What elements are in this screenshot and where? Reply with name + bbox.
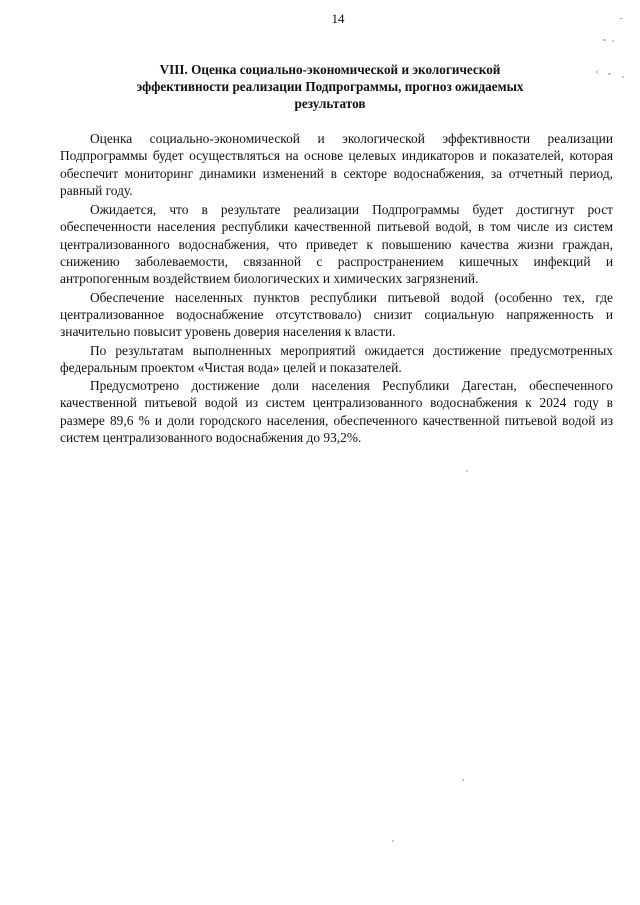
paragraph-expected-results: Ожидается, что в результате реализации Подпрограммы будет достигнут рост обеспеченности населения республики качественной питьевой водой, в том числе из систем централизованного водоснабжения, что приведет к повышению качества жизни граждан, снижению заболеваемости, связанной с распространением кишечных инфекций и антропогенным воздействием биологических и химических загрязнений. (60, 202, 613, 287)
section-heading-line-1: VIII. Оценка социально-экономической и экологической (159, 62, 501, 77)
page-number: 14 (331, 11, 345, 26)
scan-speck (462, 779, 464, 781)
body-text (60, 130, 613, 446)
section-heading-line-2: эффективности реализации Подпрограммы, прогноз ожидаемых (136, 79, 524, 94)
scan-speck (612, 40, 614, 42)
scan-speck (466, 470, 468, 472)
paragraph-social-effect: Обеспечение населенных пунктов республики питьевой водой (особенно тех, где централизованное водоснабжение отсутствовало) снизит социальную напряженность и значительно повысит уровень доверия населения к власти. (60, 289, 613, 340)
scan-speck (608, 73, 611, 75)
scan-speck (622, 76, 624, 78)
paragraph-targets: Предусмотрено достижение доли населения Республики Дагестан, обеспеченного качественной питьевой водой из систем централизованного водоснабжения к 2024 году в размере 89,6 % и доли городского населения, обеспеченного качественной питьевой водой из систем централизованного водоснабжения до 93,2%. (60, 378, 613, 446)
paragraph-federal-project: По результатам выполненных мероприятий ожидается достижение предусмотренных федеральным проектом «Чистая вода» целей и показателей. (60, 342, 613, 375)
scan-speck (619, 18, 623, 19)
paragraph-evaluation: Оценка социально-экономической и экологической эффективности реализации Подпрограммы будет осуществляться на основе целевых индикаторов и показателей, которая обеспечит мониторинг динамики изменений в секторе водоснабжения, за отчетный период, равный году. (60, 131, 613, 198)
scan-speck (603, 39, 606, 41)
scan-speck (392, 840, 394, 842)
section-heading (90, 61, 570, 112)
scan-speck (596, 71, 598, 73)
section-heading-line-3: результатов (294, 96, 366, 111)
